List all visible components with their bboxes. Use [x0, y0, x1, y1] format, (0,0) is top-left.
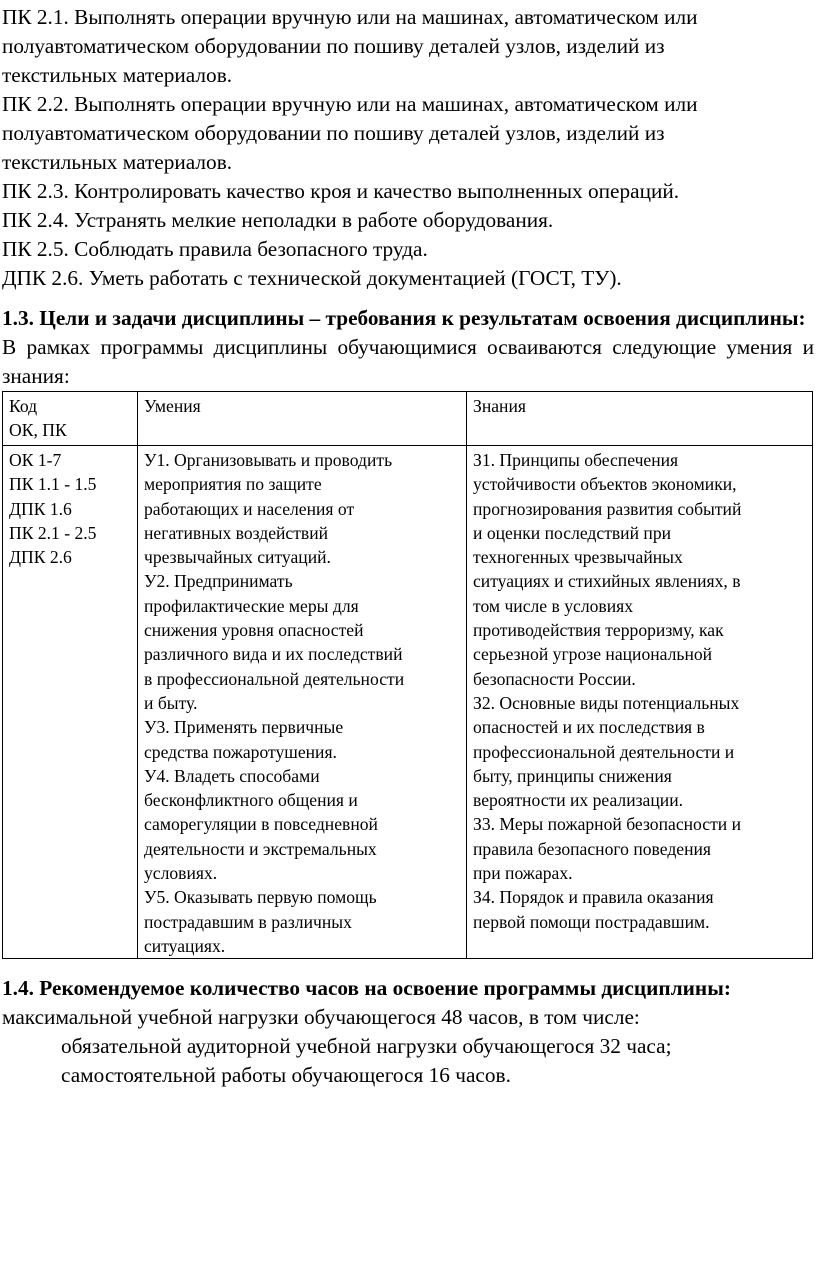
competency-line: ПК 2.2. Выполнять операции вручную или на машинах, автоматическом или: [2, 92, 698, 116]
skills-knowledge-table: [2, 391, 813, 959]
knowledge-cell: [467, 446, 813, 959]
knowledge-line: и оценки последствий при: [473, 522, 672, 543]
code-item: ОК 1-7: [9, 450, 62, 470]
knowledge-line: том числе в условиях: [473, 595, 634, 616]
knowledge-line: З1. Принципы обеспечения: [473, 450, 679, 470]
competency-line: текстильных материалов.: [2, 63, 233, 87]
section-intro: В рамках программы дисциплины обучающимися осваиваются следующие умения и знания:: [2, 335, 814, 388]
skill-line: У5. Оказывать первую помощь: [144, 887, 377, 908]
competency-line: ПК 2.4. Устранять мелкие неполадки в работе оборудования.: [2, 208, 554, 232]
skill-line: различного вида и их последствий: [144, 644, 403, 665]
hours-block: [2, 1003, 814, 1090]
skill-line: работающих и населения от: [144, 498, 355, 519]
knowledge-line: серьезной угрозе национальной: [473, 644, 713, 665]
knowledge-line: З2. Основные виды потенциальных: [473, 692, 740, 713]
codes-cell: [3, 446, 138, 959]
section-heading-1-3: 1.3. Цели и задачи дисциплины – требования к результатам освоения дисциплины:: [2, 306, 806, 330]
knowledge-line: устойчивости объектов экономики,: [473, 474, 737, 495]
competency-line: ДПК 2.6. Уметь работать с технической документацией (ГОСТ, ТУ).: [2, 266, 622, 290]
skill-line: условиях.: [144, 863, 218, 884]
knowledge-line: ситуациях и стихийных явлениях, в: [473, 571, 741, 592]
knowledge-line: З3. Меры пожарной безопасности и: [473, 814, 742, 835]
hours-total: максимальной учебной нагрузки обучающегося 48 часов, в том числе:: [2, 1005, 640, 1030]
header-code: Код ОК, ПК: [3, 392, 138, 446]
competency-line: текстильных материалов.: [2, 150, 233, 174]
skill-line: У1. Организовывать и проводить: [144, 450, 393, 470]
header-skills: Умения: [138, 392, 467, 446]
skill-line: мероприятия по защите: [144, 474, 322, 495]
knowledge-line: З4. Порядок и правила оказания: [473, 887, 714, 908]
skill-line: ситуациях.: [144, 935, 226, 956]
code-item: ПК 2.1 - 2.5: [9, 522, 97, 543]
knowledge-line: первой помощи пострадавшим.: [473, 911, 710, 932]
skill-line: и быту.: [144, 692, 198, 713]
table-header-row: [3, 392, 813, 446]
skill-line: снижения уровня опасностей: [144, 620, 364, 641]
skills-cell: [138, 446, 467, 959]
knowledge-line: при пожарах.: [473, 863, 573, 884]
knowledge-line: прогнозирования развития событий: [473, 498, 742, 519]
competency-line: ПК 2.1. Выполнять операции вручную или на машинах, автоматическом или: [2, 5, 698, 29]
skill-line: У2. Предпринимать: [144, 571, 293, 592]
knowledge-line: быту, принципы снижения: [473, 765, 672, 786]
knowledge-line: опасностей и их последствия в: [473, 717, 705, 738]
skill-line: пострадавшим в различных: [144, 911, 352, 932]
skill-line: У4. Владеть способами: [144, 765, 320, 786]
skill-line: деятельности и экстремальных: [144, 838, 377, 859]
competency-line: ПК 2.5. Соблюдать правила безопасного труда.: [2, 237, 428, 261]
hours-self-study: самостоятельной работы обучающегося 16 часов.: [61, 1063, 511, 1088]
skill-line: чрезвычайных ситуаций.: [144, 547, 331, 568]
table-row: [3, 446, 813, 959]
knowledge-line: безопасности России.: [473, 668, 636, 689]
knowledge-line: правила безопасного поведения: [473, 838, 712, 859]
header-knowledge: Знания: [467, 392, 813, 446]
code-item: ДПК 1.6: [9, 498, 72, 519]
knowledge-line: противодействия терроризму, как: [473, 620, 724, 641]
skill-line: бесконфликтного общения и: [144, 790, 358, 811]
skill-line: У3. Применять первичные: [144, 717, 344, 738]
hours-classroom: обязательной аудиторной учебной нагрузки обучающегося 32 часа;: [61, 1034, 672, 1059]
skill-line: в профессиональной деятельности: [144, 668, 405, 689]
knowledge-line: техногенных чрезвычайных: [473, 547, 683, 568]
code-item: ПК 1.1 - 1.5: [9, 474, 97, 495]
code-item: ДПК 2.6: [9, 547, 72, 568]
competency-line: ПК 2.3. Контролировать качество кроя и качество выполненных операций.: [2, 179, 680, 203]
knowledge-line: вероятности их реализации.: [473, 790, 684, 811]
skill-line: средства пожаротушения.: [144, 741, 337, 762]
skill-line: саморегуляции в повседневной: [144, 814, 378, 835]
competency-line: полуавтоматическом оборудовании по пошиву деталей узлов, изделий из: [2, 34, 665, 58]
competency-line: полуавтоматическом оборудовании по пошиву деталей узлов, изделий из: [2, 121, 665, 145]
competency-list: [2, 0, 814, 293]
document-page: [2, 0, 814, 1090]
skill-line: профилактические меры для: [144, 595, 359, 616]
skill-line: негативных воздействий: [144, 522, 329, 543]
section-heading-1-4: 1.4. Рекомендуемое количество часов на освоение программы дисциплины:: [2, 976, 731, 1001]
knowledge-line: профессиональной деятельности и: [473, 741, 735, 762]
